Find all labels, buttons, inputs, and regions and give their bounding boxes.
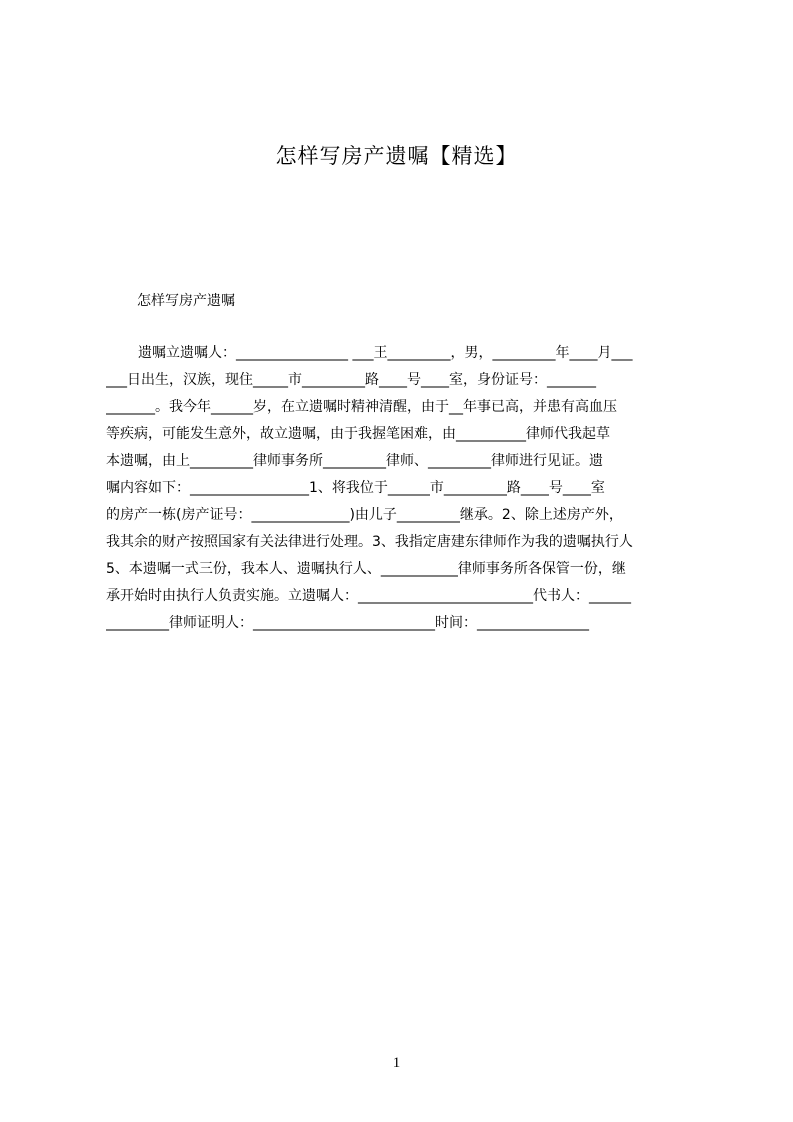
page-number: 1 — [392, 1055, 401, 1071]
body-line: ___日出生，汉族，现住_____市_________路____号____室，身份证号：_______ — [106, 372, 596, 388]
body-line: 我其余的财产按照国家有关法律进行处理。3、我指定唐建东律师作为我的遗嘱执行人 — [106, 534, 633, 550]
body-line: 本遗嘱，由上_________律师事务所_________律师、_________律师进行见证。遗 — [106, 453, 603, 469]
body-line: 等疾病，可能发生意外，故立遗嘱，由于我握笔困难，由__________律师代我起草 — [106, 426, 610, 442]
body-line: _________律师证明人：__________________________时间：________________ — [106, 615, 589, 631]
body-line: _______。我今年______岁，在立遗嘱时精神清醒，由于__年事已高，并患有高血压 — [106, 399, 617, 415]
document-body — [106, 343, 698, 640]
body-line: 遗嘱立遗嘱人：________________ ___王_________，男，_________年____月___ — [138, 345, 633, 361]
body-line: 嘱内容如下：_________________1、将我位于______市_________路____号____室 — [106, 480, 605, 496]
body-line: 承开始时由执行人负责实施。立遗嘱人：_________________________代书人：______ — [106, 588, 631, 604]
document-subtitle: 怎样写房产遗嘱 — [137, 293, 235, 309]
document-title: 怎样写房产遗嘱【精选】 — [275, 144, 518, 168]
body-line: 的房产一栋(房产证号：______________)由儿子_________继承。2、除上述房产外， — [106, 507, 623, 523]
body-line: 5、本遗嘱一式三份，我本人、遗嘱执行人、___________律师事务所各保管一份，继 — [106, 561, 626, 577]
